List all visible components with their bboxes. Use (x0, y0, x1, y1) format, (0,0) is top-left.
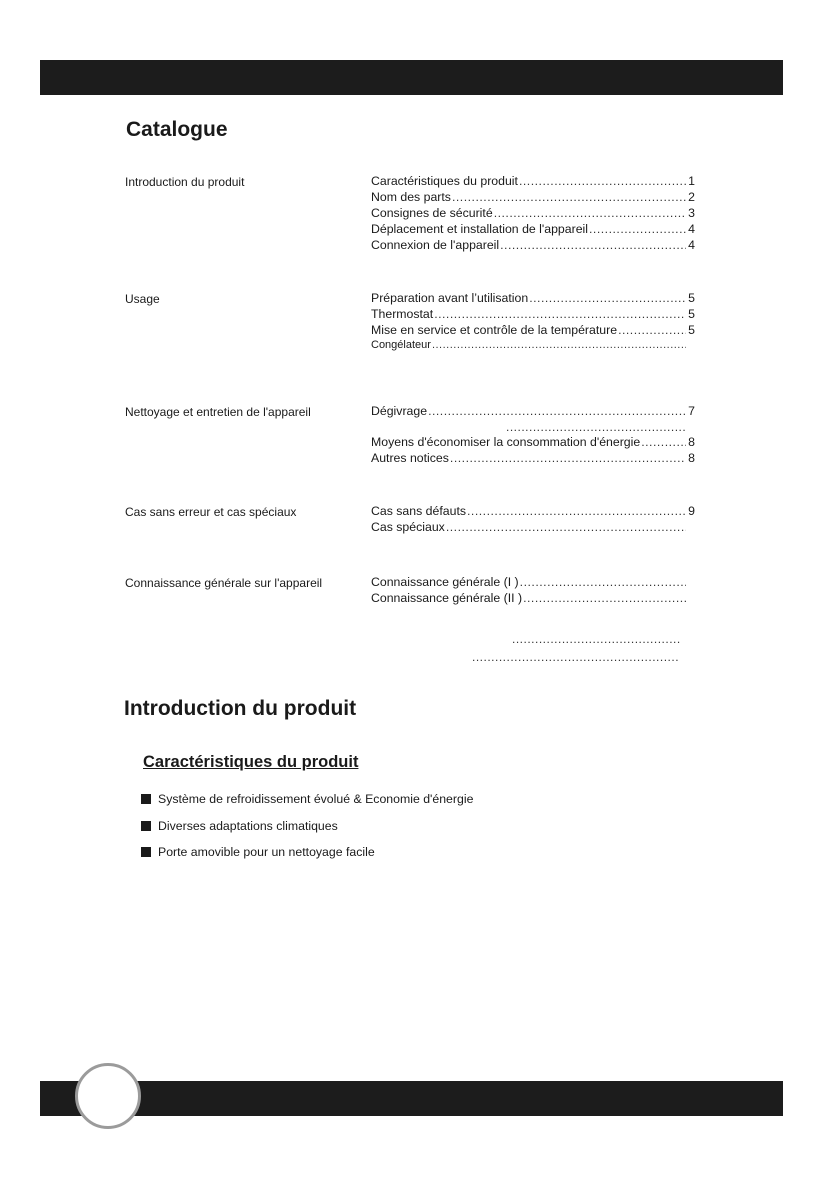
dot-leader (450, 451, 686, 465)
toc-entry-label: Autres notices (371, 451, 449, 465)
dot-leader (523, 591, 686, 605)
toc-entry-label: Nom des parts (371, 190, 451, 204)
toc-entry-label: Déplacement et installation de l'appareil (371, 222, 588, 236)
dot-leader (432, 339, 686, 351)
introduction-title: Introduction du produit (124, 697, 357, 720)
features-list (141, 792, 473, 872)
features-title: Caractéristiques du produit (143, 753, 359, 771)
toc-entry-label: Préparation avant l’utilisation (371, 291, 529, 305)
dot-leader (512, 632, 680, 646)
dot-leader (520, 575, 686, 589)
toc-entry-label: Cas sans défauts (371, 504, 467, 518)
dot-leader (472, 650, 680, 664)
dot-leader (506, 420, 686, 434)
toc-entry[interactable] (371, 206, 695, 222)
toc-entry-page: 8 (688, 435, 695, 449)
toc-entry[interactable] (371, 222, 695, 238)
bullet-square-icon (141, 794, 151, 804)
toc-entry-label: Dégivrage (371, 404, 428, 418)
dot-leader (434, 307, 686, 321)
toc-list-general-knowledge (371, 575, 695, 607)
dot-leader (589, 222, 686, 236)
feature-item (141, 819, 473, 846)
toc-entry-label: Connexion de l'appareil (371, 238, 500, 252)
dot-leader (500, 238, 686, 252)
toc-entry-label: Connaissance générale (I ) (371, 575, 519, 589)
dot-leader (529, 291, 686, 305)
toc-list-cleaning (371, 404, 695, 420)
toc-entry[interactable] (371, 575, 695, 591)
dot-leader (494, 206, 686, 220)
toc-list-cleaning-continued (371, 435, 695, 467)
toc-entry-page: 4 (688, 222, 695, 236)
section-title-usage: Usage (125, 292, 160, 306)
toc-entry-page: 8 (688, 451, 695, 465)
toc-entry[interactable] (371, 591, 695, 607)
toc-list-introduction (371, 174, 695, 254)
toc-entry-page: 5 (688, 307, 695, 321)
catalogue-title: Catalogue (126, 118, 228, 141)
toc-entry[interactable] (371, 520, 695, 536)
toc-entry[interactable] (371, 238, 695, 254)
toc-entry-page: 2 (688, 190, 695, 204)
bullet-square-icon (141, 821, 151, 831)
feature-item (141, 845, 473, 872)
toc-entry-label: Connaissance générale (II ) (371, 591, 523, 605)
toc-entry-label: Moyens d'économiser la consommation d'énergie (371, 435, 641, 449)
dot-leader (428, 404, 686, 418)
toc-entry[interactable] (371, 339, 695, 355)
dot-leader (452, 190, 686, 204)
toc-entry-page: 5 (688, 291, 695, 305)
toc-entry[interactable] (371, 307, 695, 323)
dot-leader (618, 323, 686, 337)
toc-entry-label: Thermostat (371, 307, 434, 321)
section-title-general-knowledge: Connaissance générale sur l'appareil (125, 576, 323, 590)
toc-entry[interactable] (371, 291, 695, 307)
toc-entry[interactable] (371, 504, 695, 520)
dot-leader (446, 520, 686, 534)
toc-entry[interactable] (371, 190, 695, 206)
feature-text: Porte amovible pour un nettoyage facile (158, 845, 375, 859)
toc-entry[interactable] (371, 435, 695, 451)
toc-entry-page: 5 (688, 323, 695, 337)
toc-entry-label: Mise en service et contrôle de la température (371, 323, 618, 337)
page-number-circle (75, 1063, 141, 1129)
toc-entry-page: 3 (688, 206, 695, 220)
toc-entry[interactable] (371, 174, 695, 190)
dot-leader (467, 504, 686, 518)
section-title-introduction: Introduction du produit (125, 175, 245, 189)
toc-entry[interactable] (371, 323, 695, 339)
toc-entry-label: Caractéristiques du produit (371, 174, 518, 188)
toc-entry-page: 9 (688, 504, 695, 518)
dot-leader (519, 174, 686, 188)
footer-band (40, 1081, 783, 1116)
toc-entry[interactable] (371, 451, 695, 467)
dot-leader (641, 435, 686, 449)
toc-entry-page: 4 (688, 238, 695, 252)
header-band (40, 60, 783, 95)
toc-entry-label: Cas spéciaux (371, 520, 445, 534)
section-title-troubleshooting: Cas sans erreur et cas spéciaux (125, 505, 297, 519)
toc-entry-page: 1 (688, 174, 695, 188)
toc-entry-label: Congélateur (371, 339, 431, 351)
feature-item (141, 792, 473, 819)
feature-text: Système de refroidissement évolué & Economie d'énergie (158, 792, 474, 806)
toc-list-usage (371, 291, 695, 355)
bullet-square-icon (141, 847, 151, 857)
toc-entry-label: Consignes de sécurité (371, 206, 493, 220)
toc-entry-page: 7 (688, 404, 695, 418)
feature-text: Diverses adaptations climatiques (158, 818, 338, 833)
section-title-cleaning: Nettoyage et entretien de l'appareil (125, 405, 311, 419)
toc-entry[interactable] (371, 404, 695, 420)
toc-list-troubleshooting (371, 504, 695, 536)
